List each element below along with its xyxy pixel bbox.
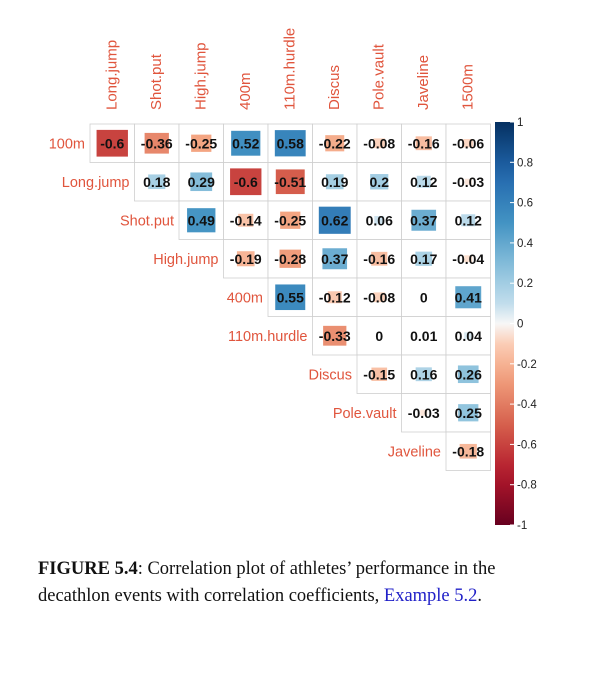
- correlation-value: 0.29: [187, 173, 215, 190]
- colorbar-tick-label: -0.4: [517, 399, 537, 412]
- correlation-value: 0: [419, 289, 428, 306]
- row-label: Discus: [308, 367, 352, 384]
- row-label: Long.jump: [61, 174, 130, 191]
- correlation-value: 0.01: [410, 327, 438, 344]
- column-label: 400m: [236, 72, 254, 110]
- correlation-value: -0.06: [452, 135, 485, 152]
- correlation-value: 0.62: [321, 212, 349, 229]
- column-label: Javeline: [414, 54, 432, 110]
- colorbar-tick-label: 0.2: [517, 278, 533, 291]
- correlation-value: -0.15: [363, 366, 396, 383]
- correlation-value: -0.08: [363, 289, 396, 306]
- correlation-value: -0.18: [452, 443, 485, 460]
- caption-end: .: [477, 586, 483, 606]
- correlation-value: -0.16: [407, 135, 440, 152]
- correlation-value: -0.25: [185, 135, 218, 152]
- colorbar-tick-label: 1: [517, 117, 524, 129]
- row-label: Javeline: [387, 444, 441, 461]
- figure-caption: [38, 556, 558, 610]
- correlation-value: -0.25: [274, 212, 307, 229]
- correlation-value: 0.37: [321, 250, 349, 267]
- colorbar: [495, 117, 537, 532]
- correlation-value: -0.19: [229, 250, 262, 267]
- correlation-value: 0.58: [276, 135, 304, 152]
- correlation-value: 0.17: [410, 250, 438, 267]
- figure-label: FIGURE 5.4: [38, 559, 138, 579]
- correlation-value: -0.28: [274, 250, 307, 267]
- column-label: 1500m: [459, 64, 477, 110]
- row-label: Pole.vault: [332, 405, 397, 422]
- correlation-value: -0.6: [233, 173, 258, 190]
- correlation-value: 0.52: [232, 135, 260, 152]
- row-label: 110m.hurdle: [227, 328, 308, 345]
- correlation-value: 0.49: [187, 212, 215, 229]
- correlation-value: 0.06: [365, 212, 393, 229]
- correlation-value: 0.55: [276, 289, 304, 306]
- correlation-value: -0.14: [229, 212, 262, 229]
- colorbar-tick-label: -0.8: [517, 479, 537, 492]
- colorbar-tick-label: 0: [517, 318, 524, 331]
- correlation-value: -0.04: [452, 250, 485, 267]
- column-label: High.jump: [192, 42, 210, 110]
- row-label: 400m: [226, 290, 263, 307]
- correlation-value: 0.25: [454, 404, 482, 421]
- correlation-value: -0.36: [140, 135, 173, 152]
- colorbar-tick-label: 0.8: [517, 157, 533, 170]
- row-label: 100m: [48, 136, 85, 153]
- correlation-value: 0.26: [454, 366, 482, 383]
- row-label: High.jump: [153, 251, 219, 268]
- correlation-value: 0.19: [321, 173, 349, 190]
- colorbar-tick-label: -0.2: [517, 358, 537, 371]
- correlation-value: 0.18: [143, 173, 171, 190]
- caption-text: : Correlation plot of athletes’ performance in the decathlon events with correlation coefficients,: [38, 559, 496, 606]
- correlation-value: 0.12: [410, 173, 438, 190]
- correlation-value: 0.04: [454, 327, 482, 344]
- row-label: Shot.put: [119, 213, 174, 230]
- column-label: 110m.hurdle: [281, 27, 299, 110]
- colorbar-tick-label: 0.4: [517, 237, 533, 250]
- column-label: Shot.put: [147, 54, 165, 110]
- correlation-value: -0.03: [407, 404, 440, 421]
- colorbar-tick-label: -1: [517, 520, 528, 532]
- cells-layer: [90, 124, 491, 471]
- caption-reference-link[interactable]: Example 5.2: [383, 586, 478, 606]
- correlation-value: 0: [375, 327, 384, 344]
- correlation-value: 0.37: [410, 212, 438, 229]
- column-label: Pole.vault: [370, 44, 388, 110]
- correlation-value: -0.51: [274, 173, 307, 190]
- correlation-value: -0.08: [363, 135, 396, 152]
- column-label: Discus: [325, 64, 343, 110]
- correlation-value: -0.12: [318, 289, 351, 306]
- correlation-value: 0.2: [369, 173, 389, 190]
- correlation-value: -0.22: [318, 135, 351, 152]
- correlation-value: -0.03: [452, 173, 485, 190]
- correlation-value: 0.41: [454, 289, 482, 306]
- correlation-value: -0.33: [318, 327, 351, 344]
- colorbar-tick-label: -0.6: [517, 439, 537, 452]
- correlation-value: 0.12: [454, 212, 482, 229]
- correlation-value: -0.6: [100, 135, 125, 152]
- correlation-value: -0.16: [363, 250, 396, 267]
- correlation-value: 0.16: [410, 366, 438, 383]
- column-label: Long.jump: [103, 39, 121, 110]
- colorbar-tick-label: 0.6: [517, 197, 533, 210]
